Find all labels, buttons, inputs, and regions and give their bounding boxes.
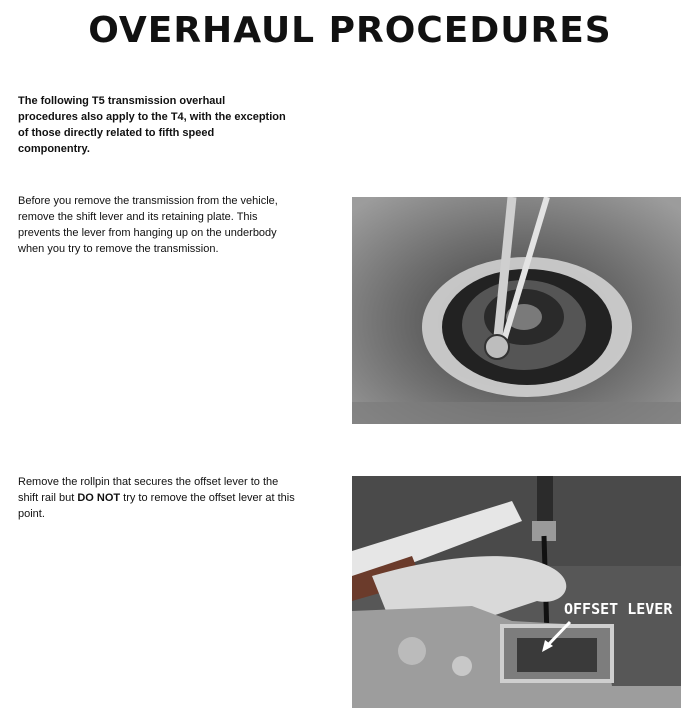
intro-paragraph: The following T5 transmission overhaul procedures also apply to the T4, with the exception of those directly related to fifth speed componentry. xyxy=(18,95,286,155)
page-title: OVERHAUL PROCEDURES xyxy=(88,10,612,51)
step-2-text-after: try to remove the offset lever at this point. xyxy=(18,492,295,520)
step-2-text xyxy=(18,474,298,522)
shift-lever-removal-photo xyxy=(352,197,681,424)
offset-lever-callout: OFFSET LEVER xyxy=(564,600,673,618)
step-2-text-before: Remove the rollpin that secures the offset lever to the shift rail but xyxy=(18,476,279,504)
do-not-emphasis: DO NOT xyxy=(77,492,121,504)
step-1-text: Before you remove the transmission from the vehicle, remove the shift lever and its retaining plate. This prevents the lever from hanging up on the underbody when you try to remove the transmission. xyxy=(18,195,278,255)
rollpin-removal-photo xyxy=(352,476,681,708)
